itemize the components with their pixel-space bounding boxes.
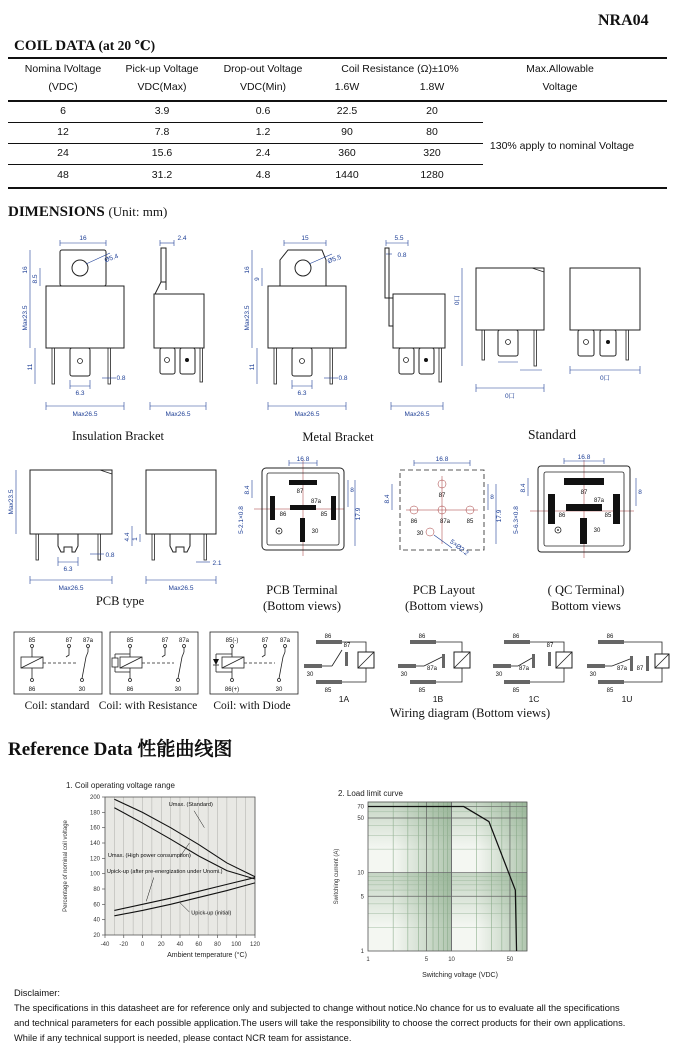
col-header-nominal: Nomina lVoltage	[24, 63, 102, 75]
coil-resistance-schematic	[108, 630, 200, 698]
coil-standard-schematic	[12, 630, 104, 698]
terminal-label: 85	[606, 688, 614, 694]
svg-text:50: 50	[357, 815, 364, 822]
svg-text:40: 40	[176, 942, 184, 948]
svg-text:20: 20	[157, 942, 165, 948]
disclaimer-line: The specifications in this datasheet are for reference only and subjected to change without notice.No chance for us to evaluate all the specifications	[14, 1003, 620, 1013]
cell: 1280	[420, 169, 444, 181]
dim-label: 17.9	[355, 507, 362, 521]
svg-text:20: 20	[93, 933, 100, 939]
chart1-plot	[58, 792, 316, 952]
dim-label: 8	[638, 489, 642, 496]
caption-coil-standard: Coil: standard	[24, 700, 90, 712]
dim-label: 1	[132, 537, 139, 541]
rule-row	[8, 164, 483, 165]
dim-label: 16	[244, 266, 251, 274]
dim-label: Max26.5	[58, 585, 84, 592]
insulation-bracket-front-drawing	[18, 230, 130, 426]
terminal-label: 86	[28, 687, 36, 693]
cell: 22.5	[336, 105, 358, 117]
cell: 0.6	[255, 105, 271, 117]
svg-text:140: 140	[89, 841, 100, 847]
svg-text:160: 160	[89, 825, 100, 832]
dim-label: Max26.5	[404, 411, 430, 418]
cell: 7.8	[154, 126, 170, 138]
rule-row	[8, 122, 483, 123]
dim-label: 6.3	[75, 390, 85, 397]
chart-load-limit	[330, 789, 558, 979]
terminal-label: 87a	[82, 638, 94, 644]
dim-label: 0.8	[105, 552, 115, 559]
dim-label: 0.8	[338, 375, 348, 382]
wiring-variant-label: 1U	[621, 694, 633, 704]
metal-bracket-front-drawing	[240, 230, 352, 426]
terminal-label: 30	[400, 672, 408, 678]
cell: 360	[338, 147, 356, 159]
dim-label: 16	[22, 266, 29, 274]
dim-label: Ø5.4	[103, 252, 120, 265]
dim-label: 15	[301, 235, 309, 242]
terminal-label: 86	[606, 634, 614, 640]
dim-label: 8.4	[520, 483, 527, 493]
svg-text:80: 80	[93, 887, 100, 893]
dim-label: 16	[79, 235, 87, 242]
caption-wiring-diagram: Wiring diagram (Bottom views)	[389, 706, 551, 720]
terminal-label: 30	[589, 672, 597, 678]
svg-text:200: 200	[89, 795, 100, 801]
terminal-label: 86	[558, 513, 566, 519]
cell: 2.4	[255, 147, 271, 159]
cell: 320	[423, 147, 441, 159]
svg-text:10: 10	[357, 870, 364, 877]
dim-label: Max23.5	[22, 305, 29, 331]
svg-text:60: 60	[195, 942, 203, 948]
svg-text:5: 5	[424, 957, 429, 963]
dim-label: 5-2.1×0.8	[238, 506, 245, 534]
terminal-label: 86	[126, 687, 134, 693]
terminal-label: 30	[311, 529, 319, 535]
wiring-variant-label: 1B	[432, 694, 444, 704]
terminal-label: 30	[275, 687, 283, 693]
dim-label: Max26.5	[72, 411, 98, 418]
disclaimer	[14, 986, 666, 1046]
metal-bracket-side-drawing	[352, 230, 446, 426]
svg-text:Umax. (High power consumption): Umax. (High power consumption)	[107, 852, 191, 859]
caption-pcb-layout-2: (Bottom views)	[404, 599, 484, 613]
dim-label: 11	[249, 363, 256, 371]
chart1-xlabel: Ambient temperature (°C)	[167, 952, 247, 959]
col-header-18w: 1.8W	[419, 81, 445, 93]
wiring-diagram-1c	[492, 628, 584, 698]
pcb-terminal-drawing	[236, 456, 362, 586]
col-header-max-allowable: Max.Allowable	[526, 63, 594, 75]
col-header-voltage: Voltage	[542, 81, 578, 93]
terminal-label: 87a	[178, 638, 190, 644]
dim-label: 5.5	[394, 235, 404, 242]
terminal-label: 85	[418, 688, 426, 694]
col-header-vdc: (VDC)	[48, 81, 78, 93]
dim-label: Max26.5	[294, 411, 320, 418]
terminal-label: 30	[593, 528, 601, 534]
cell: 1.2	[255, 126, 271, 138]
svg-text:10: 10	[448, 957, 455, 963]
terminal-label: 87a	[593, 498, 605, 504]
svg-text:40: 40	[93, 917, 100, 924]
coil-data-title: COIL DATA	[14, 38, 95, 54]
cell: 4.8	[255, 169, 271, 181]
chart2-xlabel: Switching voltage (VDC)	[422, 972, 498, 979]
cell: 90	[341, 126, 353, 138]
cell: 24	[57, 147, 69, 159]
svg-text:100: 100	[231, 942, 242, 948]
terminal-label: 85	[466, 519, 474, 525]
terminal-label: 87	[65, 638, 73, 644]
svg-text:Switching current (A): Switching current (A)	[334, 848, 340, 905]
model-number: NRA04	[598, 12, 649, 29]
wiring-diagram-1b	[396, 628, 488, 698]
svg-text:120: 120	[89, 856, 100, 863]
dim-label: 6.3	[297, 390, 307, 397]
terminal-label: 85	[126, 638, 134, 644]
dim-label: 11	[27, 363, 34, 371]
caption-insulation-bracket: Insulation Bracket	[72, 429, 164, 443]
terminal-label: 85	[604, 513, 612, 519]
coil-data-condition: (at 20 ℃)	[98, 38, 156, 53]
terminal-label: 85	[324, 688, 332, 694]
dim-label: Ø5.5	[326, 253, 343, 266]
dim-label: 0口	[504, 393, 516, 400]
terminal-label: 86(+)	[224, 687, 240, 693]
cell: 80	[426, 126, 438, 138]
col-header-vdc-min: VDC(Min)	[239, 81, 287, 93]
rule-row	[8, 143, 483, 144]
dim-label: 8.4	[384, 494, 391, 504]
dim-label: 9	[254, 277, 261, 281]
dim-label: 0口	[454, 294, 461, 306]
dimensions-heading	[8, 204, 167, 221]
dim-label: 5-6.3×0.8	[513, 506, 520, 534]
cell: 20	[426, 105, 438, 117]
svg-text:100: 100	[89, 871, 100, 878]
wiring-diagram-1a	[302, 628, 394, 698]
dim-label: 4.4	[124, 532, 131, 542]
cell: 48	[57, 169, 69, 181]
wiring-variant-label: 1A	[338, 694, 350, 704]
caption-coil-resistance: Coil: with Resistance	[98, 700, 198, 712]
caption-pcb-terminal-2: (Bottom views)	[262, 599, 342, 613]
caption-qc-terminal-2: Bottom views	[551, 599, 621, 613]
dim-label: 2.1	[212, 560, 222, 567]
dim-label: 8	[350, 487, 354, 494]
terminal-label: 87a	[616, 666, 628, 672]
svg-text:-40: -40	[100, 942, 110, 948]
dim-label: 8	[490, 494, 494, 501]
dim-label: 6.3	[63, 566, 73, 573]
svg-text:1: 1	[366, 957, 370, 963]
chart2-title: 2. Load limit curve	[338, 789, 403, 798]
terminal-label: 85(-)	[225, 638, 239, 644]
svg-text:80: 80	[214, 942, 221, 948]
chart-coil-operating-voltage	[58, 781, 316, 959]
rule-header	[8, 100, 667, 102]
caption-pcb-layout-1: PCB Layout	[412, 583, 476, 597]
dim-label: 0.8	[397, 252, 407, 259]
reference-data-heading: Reference Data 性能曲线图	[8, 739, 233, 760]
dim-label: Max23.5	[244, 305, 251, 331]
disclaimer-line: and technical parameters for each possible application.The users will take the responsibility to choose the correct products for their own applications.	[14, 1018, 626, 1028]
dim-label: 0口	[599, 375, 611, 382]
svg-text:Umax. (Standard): Umax. (Standard)	[168, 802, 213, 809]
terminal-label: 30	[306, 672, 314, 678]
terminal-label: 85	[28, 638, 36, 644]
dimensions-unit: (Unit: mm)	[108, 204, 168, 219]
max-allowable-note: 130% apply to nominal Voltage	[489, 140, 635, 152]
svg-text:-20: -20	[119, 942, 129, 948]
qc-terminal-drawing	[504, 456, 644, 586]
svg-text:Upick-up (after pre-energizati: Upick-up (after pre-energization under Unomi.)	[106, 868, 223, 875]
svg-text:120: 120	[249, 942, 261, 948]
terminal-label: 85	[512, 688, 520, 694]
dim-label: 5×Ø2.2	[448, 538, 470, 558]
chart2-plot	[330, 800, 558, 972]
svg-text:70: 70	[357, 804, 364, 811]
cell: 12	[57, 126, 69, 138]
terminal-label: 87	[636, 666, 644, 672]
col-header-16w: 1.6W	[334, 81, 360, 93]
dim-label: 16.8	[577, 454, 591, 461]
terminal-label: 86	[410, 519, 418, 525]
dim-label: Max23.5	[8, 489, 15, 515]
dim-label: 8.5	[32, 274, 39, 284]
caption-pcb-type: PCB type	[95, 594, 145, 608]
dim-label: 0.8	[116, 375, 126, 382]
dim-label: 16.8	[296, 456, 310, 463]
caption-metal-bracket: Metal Bracket	[302, 430, 374, 444]
pcb-layout-drawing	[378, 456, 504, 586]
col-header-dropout: Drop-out Voltage	[223, 63, 303, 75]
terminal-label: 87	[296, 489, 304, 495]
svg-text:Percentage of nominal coil vol: Percentage of nominal coil voltage	[63, 820, 69, 912]
caption-pcb-terminal-1: PCB Terminal	[266, 583, 338, 597]
cell: 31.2	[151, 169, 173, 181]
wiring-diagram-1u	[586, 628, 675, 698]
standard-front-drawing	[446, 248, 556, 412]
col-header-resistance: Coil Resistance (Ω)±10%	[341, 63, 459, 75]
terminal-label: 86	[324, 634, 332, 640]
terminal-label: 87a	[426, 666, 438, 672]
terminal-label: 86	[512, 634, 520, 640]
dim-label: 2.4	[177, 235, 187, 242]
standard-side-drawing	[548, 248, 652, 412]
terminal-label: 87a	[518, 666, 530, 672]
svg-text:0: 0	[140, 942, 145, 948]
disclaimer-label: Disclaimer:	[14, 988, 60, 998]
disclaimer-line: While if any technical support is needed, please contact NCR team for assistance.	[14, 1033, 352, 1043]
cell: 1440	[335, 169, 359, 181]
terminal-label: 87a	[439, 519, 451, 525]
cell: 6	[60, 105, 66, 117]
terminal-label: 30	[495, 672, 503, 678]
rule-table-bottom	[8, 187, 667, 189]
col-header-vdc-max: VDC(Max)	[137, 81, 187, 93]
caption-standard: Standard	[528, 427, 576, 442]
svg-text:1: 1	[360, 949, 364, 955]
dim-label: Max26.5	[165, 411, 191, 418]
dimensions-title: DIMENSIONS	[8, 204, 105, 220]
terminal-label: 87	[343, 643, 351, 649]
dim-label: 17.9	[496, 509, 503, 523]
terminal-label: 87	[161, 638, 169, 644]
coil-diode-schematic	[208, 630, 300, 698]
rule-heading	[8, 57, 667, 59]
dim-label: Max26.5	[168, 585, 194, 592]
cell: 3.9	[154, 105, 170, 117]
svg-text:180: 180	[89, 810, 100, 817]
dim-label: 8.4	[244, 485, 251, 495]
insulation-bracket-side-drawing	[130, 230, 210, 426]
caption-qc-terminal-1: ( QC Terminal)	[547, 583, 625, 597]
cell: 15.6	[151, 147, 173, 159]
col-header-pickup: Pick-up Voltage	[125, 63, 199, 75]
terminal-label: 87	[580, 490, 588, 496]
terminal-label: 85	[320, 512, 328, 518]
chart1-title: 1. Coil operating voltage range	[66, 781, 175, 790]
wiring-variant-label: 1C	[528, 694, 540, 704]
svg-text:5: 5	[360, 894, 364, 901]
caption-coil-diode: Coil: with Diode	[213, 700, 291, 712]
terminal-label: 87a	[310, 499, 322, 505]
svg-text:50: 50	[506, 957, 514, 963]
svg-text:Upick-up (initial): Upick-up (initial)	[191, 910, 232, 917]
svg-text:60: 60	[93, 902, 100, 909]
terminal-label: 87	[546, 643, 554, 649]
terminal-label: 86	[279, 512, 287, 518]
terminal-label: 30	[416, 531, 424, 537]
terminal-label: 30	[174, 687, 182, 693]
terminal-label: 87	[438, 493, 446, 499]
pcb-type-side-drawing	[114, 458, 234, 592]
terminal-label: 86	[418, 634, 426, 640]
terminal-label: 87	[261, 638, 269, 644]
terminal-label: 30	[78, 687, 86, 693]
dim-label: 16.8	[435, 456, 449, 463]
terminal-label: 87a	[279, 638, 291, 644]
coil-data-heading	[14, 38, 155, 55]
